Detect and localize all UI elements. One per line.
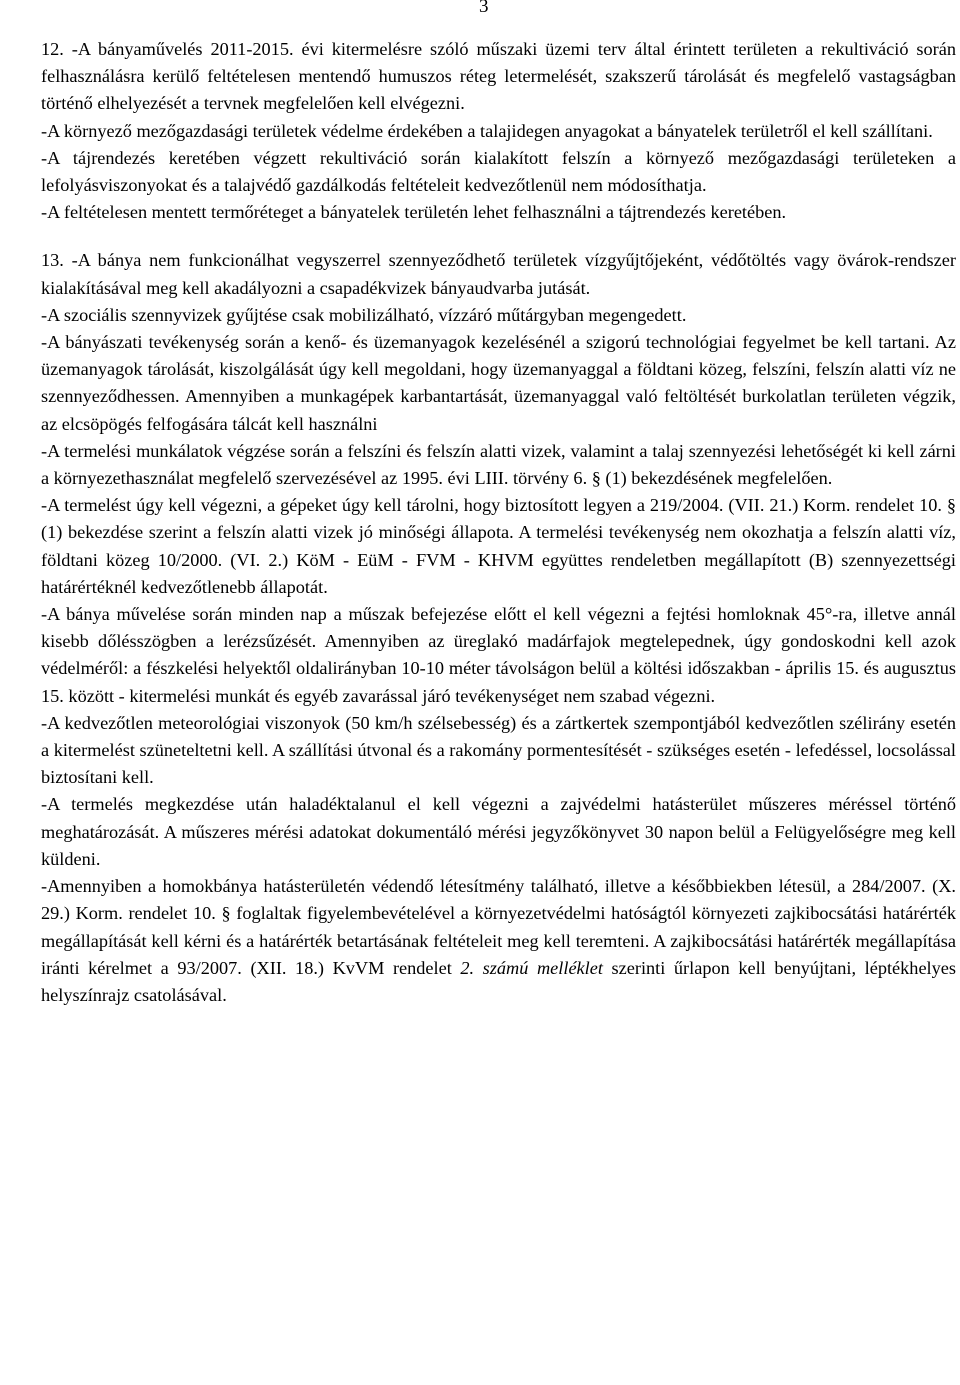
paragraph-text: -Amennyiben a homokbánya hatásterületén védendő létesítmény található, illetve a későbbiekben létesül, a 284/2007. (X. 29.) Korm. rendelet 10. § foglaltak figyelembevételével a környezetvédelmi hatóságtól környezeti zajkibocsátási határérték megállapítását kell kérni és a határérték betartásának feltételeit meg kell teremteni. A zajkibocsátási határérték megállapítása iránti kérelmet a 93/2007. (XII. 18.) KvVM rendelet xyxy=(41,876,956,978)
paragraph: -A tájrendezés keretében végzett rekultiváció során kialakított felszín a környező mezőgazdasági területeken a lefolyásviszonyokat és a talajvédő gazdálkodás feltételeit kedvezőtlenül nem módosíthatja. xyxy=(41,147,956,196)
body-text xyxy=(41,36,956,1009)
paragraph: -A feltételesen mentett termőréteget a bányatelek területén lehet felhasználni a tájtrendezés keretében. xyxy=(41,202,787,223)
paragraph: -A kedvezőtlen meteorológiai viszonyok (50 km/h szélsebesség) és a zártkertek szempontjából kedvezőtlen szélirány esetén a kitermelést szüneteltetni kell. A szállítási útvonal és a rakomány pormentesítését - szükséges esetén - lefedéssel, locsolással biztosítani kell. xyxy=(41,712,956,788)
paragraph: -A termelés megkezdése után haladéktalanul el kell végezni a zajvédelmi hatásterület műszeres méréssel történő meghatározását. A műszeres mérési adatokat dokumentáló mérési jegyzőkönyvet 30 napon belül a Felügyelőségre meg kell küldeni. xyxy=(41,794,956,869)
page-number: 3 xyxy=(479,0,489,17)
paragraph: -A termelést úgy kell végezni, a gépeket úgy kell tárolni, hogy biztosított legyen a 219/2004. (VII. 21.) Korm. rendelet 10. § (1) bekezdése szerint a felszín alatti vizek jó minőségi állapota. A termelési tevékenység nem okozhatja a felszín alatti víz, földtani közeg 10/2000. (VI. 2.) KöM - EüM - FVM - KHVM együttes rendeletben megállapított (B) szennyezettségi határértéknél kedvezőtlenebb állapotát. xyxy=(41,495,956,597)
paragraph: -A bányászati tevékenység során a kenő- és üzemanyagok kezelésénél a szigorú technológiai fegyelmet be kell tartani. Az üzemanyagok tárolását, kiszolgálását úgy kell megoldani, hogy üzemanyaggal a földtani közeg, felszíni, felszín alatti víz ne szennyeződhessen. Amennyiben a munkagépek karbantartását, üzemanyaggal való feltöltését burkolatlan területen végzik, az elcsöpögés felfogására tálcát kell használni xyxy=(41,332,956,434)
paragraph: -A szociális szennyvizek gyűjtése csak mobilizálható, vízzáró műtárgyban megengedett. xyxy=(41,304,687,325)
paragraph: -A bánya művelése során minden nap a műszak befejezése előtt el kell végezni a fejtési homloknak 45°-ra, illetve annál kisebb dőlésszögben a lerézsűzését. Amennyiben az üreglakó madárfajok megtelepednek, úgy gondoskodni kell azok védelméről: a fészkelési helyektől oldalirányban 10-10 méter távolságon belül a költési időszakban - április 15. és augusztus 15. között - kitermelési munkát és egyéb zavarással járó tevékenységet nem szabad végezni. xyxy=(41,604,956,706)
paragraph-final xyxy=(41,873,956,1009)
paragraph: 12. -A bányaművelés 2011-2015. évi kitermelésre szóló műszaki üzemi terv által érintett területen a rekultiváció során felhasználásra kerülő feltételesen mentendő humuszos réteg letermelését, szakszerű tárolását és megfelelő vastagságban történő elhelyezését a tervnek megfelelően kell elvégezni. xyxy=(41,39,956,114)
paragraph: 13. -A bánya nem funkcionálhat vegyszerrel szennyeződhető területek vízgyűjtőjeként, védőtöltés vagy övárok-rendszer kialakításával meg kell akadályozni a csapadékvizek bányaudvarba jutását. xyxy=(41,250,956,298)
section-12 xyxy=(41,36,956,226)
paragraph: -A környező mezőgazdasági területek védelme érdekében a talajidegen anyagokat a bányatelek területről el kell szállítani. xyxy=(41,120,933,141)
paragraph-text: szerinti űrlapon kell benyújtani, léptékhelyes helyszínrajz csatolásával. xyxy=(41,957,957,1005)
section-13 xyxy=(41,247,956,1009)
annex-reference: 2. számú melléklet xyxy=(460,957,603,978)
paragraph: -A termelési munkálatok végzése során a felszíni és felszín alatti vizek, valamint a talaj szennyezési lehetőségét ki kell zárni a környezethasználat megfelelő szervezésével az 1995. évi LIII. törvény 6. § (1) bekezdésének megfelelően. xyxy=(41,440,956,489)
